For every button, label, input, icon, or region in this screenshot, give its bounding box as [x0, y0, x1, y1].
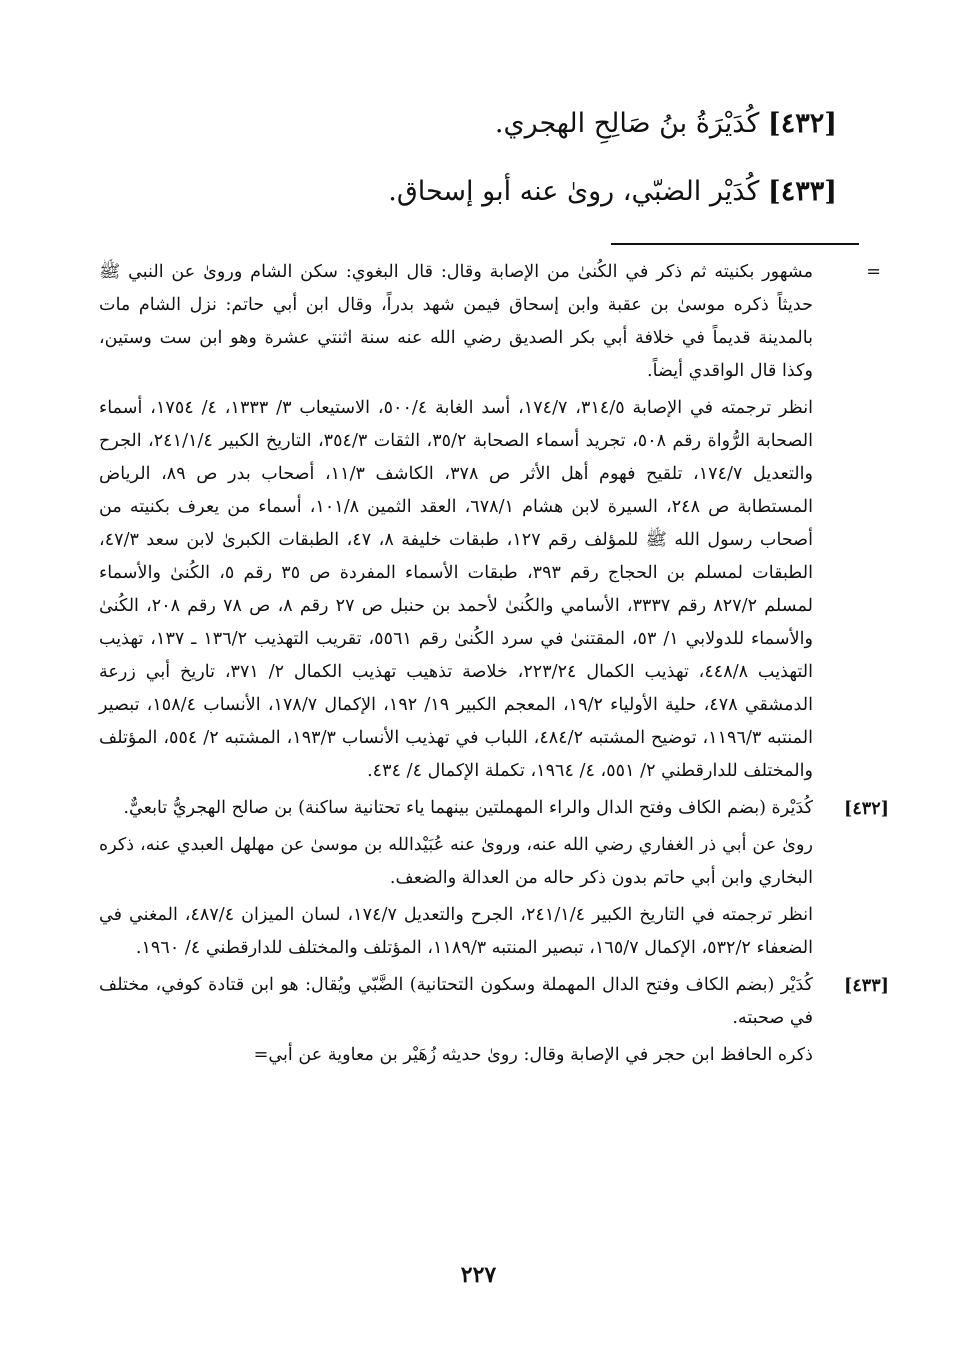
footnote-text: كُدَيْر (بضم الكاف وفتح الدال المهملة وسكون التحتانية) الضَّبّي ويُقال: هو ابن قتادة كوفي، مختلف في صحبته.	[99, 975, 813, 1028]
footnote-label: [٤٣٢]	[843, 798, 889, 819]
footnote-432	[99, 792, 889, 825]
footnotes-section	[99, 256, 889, 1076]
footnote-paragraph: روىٰ عن أبي ذر الغفاري رضي الله عنه، وروىٰ عنه عُبَيْدالله بن موسىٰ عن مهلهل العبدي عنه، ذكره البخاري وابن أبي حاتم بدون ذكر حاله من العدالة والضعف.	[99, 835, 813, 888]
footnote-433	[99, 969, 889, 1035]
entry-text: كُدَيْر الضبّي، روىٰ عنه أبو إسحاق.	[388, 176, 760, 207]
entry-number: [٤٣٣]	[767, 176, 837, 207]
footnote-divider	[611, 243, 859, 245]
entry-text: كُدَيْرَةُ بنُ صَالِحِ الهجري.	[494, 108, 760, 139]
footnote-references-paragraph: انظر ترجمته في الإصابة ٣١٤/٥، ١٧٤/٧، أسد الغابة ٥٠٠/٤، الاستيعاب ٣/ ١٣٣٣، ٤/ ١٧٥٤، أسماء الصحابة الرُّواة رقم ٥٠٨، تجريد أسماء الصحابة ٣٥/٢، الثقات ٣٥٤/٣، التاريخ الكبير ٢٤١/١/٤، الجرح والتعديل ١٧٤/٧، تلقيح فهوم أهل الأثر ص ٣٧٨، الكاشف ١١/٣، أصحاب بدر ص ٨٩، الرياض المستطابة ص ٢٤٨، السيرة لابن هشام ٦٧٨/١، العقد الثمين ١٠١/٨، أسماء من يعرف بكنيته من أصحاب رسول الله ﷺ للمؤلف رقم ١٢٧، طبقات خليفة ٨، ٤٧، الطبقات الكبرىٰ لابن سعد ٤٧/٣، الطبقات لمسلم بن الحجاج رقم ٣٩٣، طبقات الأسماء المفردة ص ٣٥ رقم ٥، الكُنىٰ والأسماء لمسلم ٨٢٧/٢ رقم ٣٣٣٧، الأسامي والكُنىٰ لأحمد بن حنبل ص ٢٧ رقم ٨، ص ٧٨ رقم ٢٠٨، الكُنىٰ والأسماء للدولابي ١/ ٥٣، المقتنىٰ في سرد الكُنىٰ رقم ٥٥٦١، تقريب التهذيب ١٣٦/٢ ـ ١٣٧، تهذيب التهذيب ٤٤٨/٨، تهذيب الكمال ٢٢٣/٢٤، خلاصة تذهيب تهذيب الكمال ٢/ ٣٧١، تاريخ أبي زرعة الدمشقي ٤٧٨، حلية الأولياء ١٩/٢، المعجم الكبير ١٩/ ١٩٢، الإكمال ١٧٨/٧، الأنساب ١٥٨/٤، تبصير المنتبه ١١٩٦/٣، توضيح المشتبه ٤٨٤/٢، اللباب في تهذيب الأنساب ١٩٣/٣، المشتبه ٢/ ٥٥٤، المؤتلف والمختلف للدارقطني ٢/ ٥٥١، ٤/ ١٩٦٤، تكملة الإكمال ٤/ ٤٣٤.	[99, 398, 814, 781]
footnote-text: كُدَيْرة (بضم الكاف وفتح الدال والراء المهملتين بينهما ياء تحتانية ساكنة) بن صالح الهجريُّ تابعيٌّ.	[123, 798, 813, 818]
entry-433	[117, 172, 837, 212]
entry-432	[117, 104, 837, 144]
footnote-label: [٤٣٣]	[843, 975, 889, 996]
page-number: ٢٢٧	[460, 1262, 497, 1288]
footnote-references-paragraph: انظر ترجمته في التاريخ الكبير ٢٤١/١/٤، الجرح والتعديل ١٧٤/٧، لسان الميزان ٤٨٧/٤، المغني في الضعفاء ٥٣٢/٢، الإكمال ١٦٥/٧، تبصير المنتبه ١١٨٩/٣، المؤتلف والمختلف للدارقطني ٤/ ١٩٦٠.	[99, 905, 813, 958]
footnote-paragraph: ذكره الحافظ ابن حجر في الإصابة وقال: روىٰ حديثه زُهَيْر بن معاوية عن أبي=	[253, 1045, 813, 1065]
footnote-continuation-paragraph: = مشهور بكنيته ثم ذكر في الكُنىٰ من الإصابة وقال: قال البغوي: سكن الشام وروىٰ عن النبي ﷺ حديثاً ذكره موسىٰ بن عقبة وابن إسحاق فيمن شهد بدراً، وقال ابن أبي حاتم: نزل الشام مات بالمدينة قديماً في خلافة أبي بكر الصديق رضي الله عنه سنة اثنتي عشرة وهو ابن ست وستين، وكذا قال الواقدي أيضاً.	[99, 256, 859, 388]
entry-number: [٤٣٢]	[767, 108, 837, 139]
